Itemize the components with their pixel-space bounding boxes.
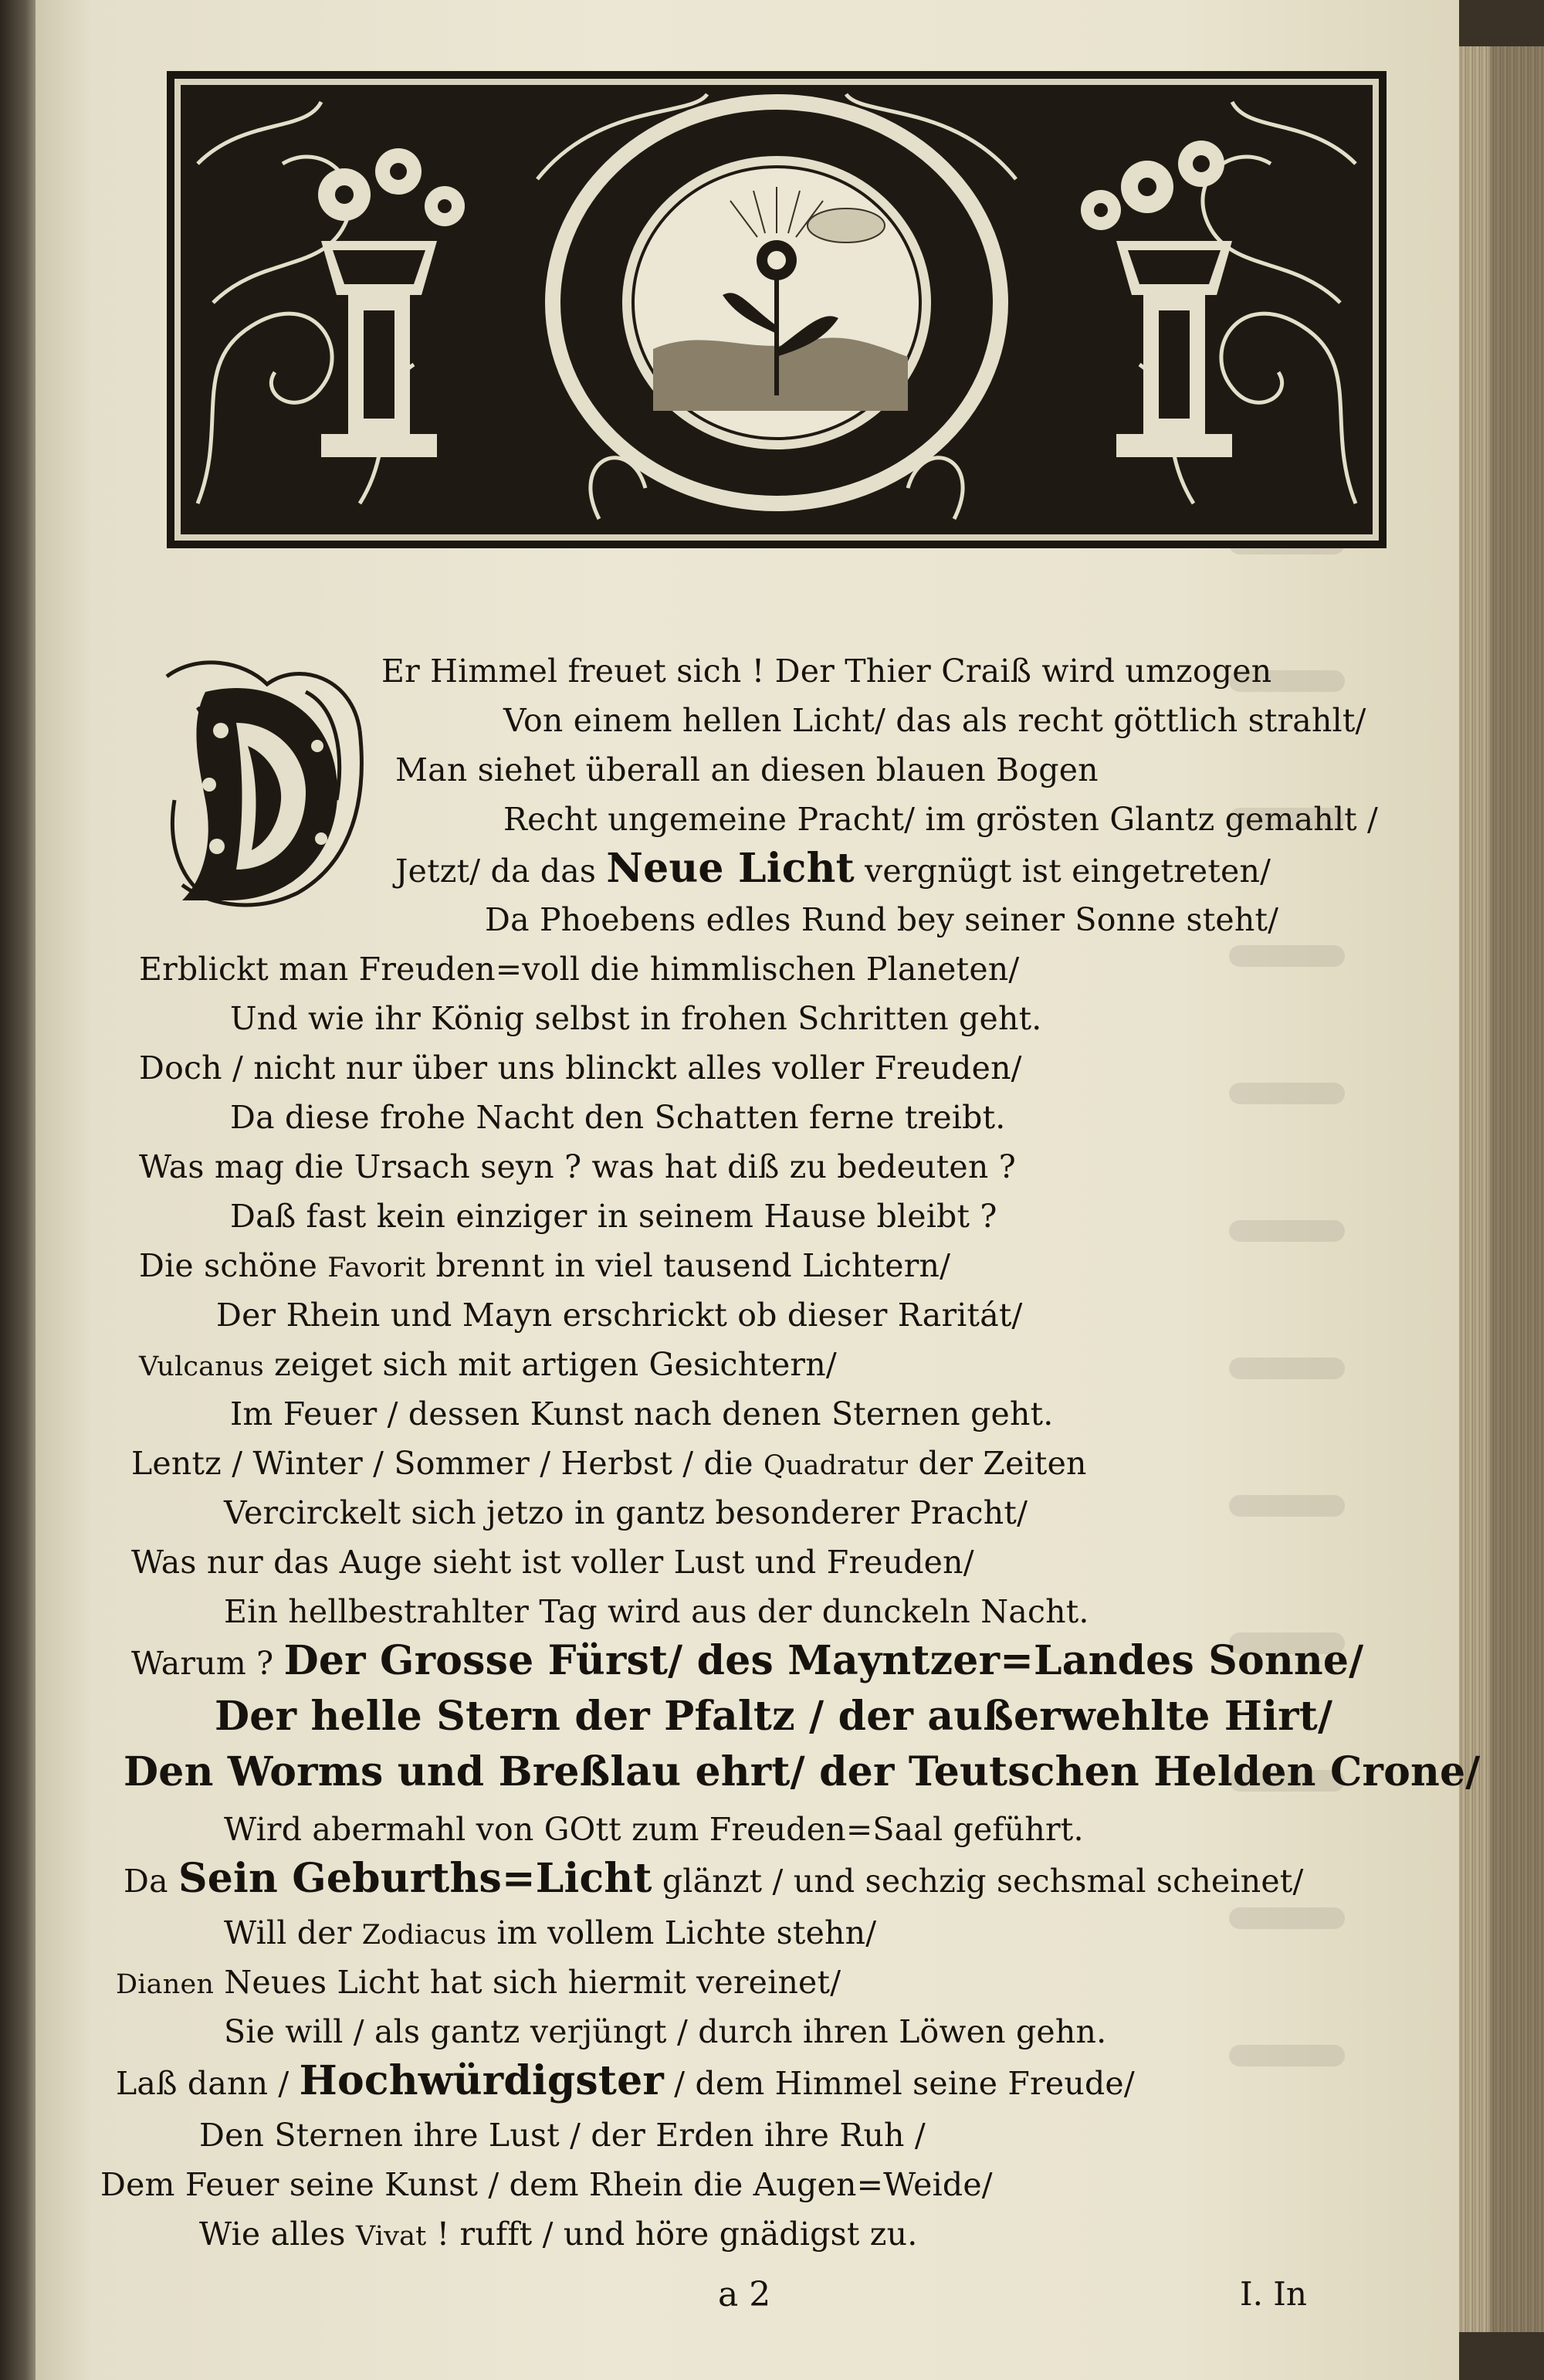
poem-line-segment: Favorit <box>327 1253 426 1283</box>
poem-line-segment: Doch / nicht nur über uns blinckt alles voller Freuden/ <box>139 1049 1022 1087</box>
poem-line <box>381 649 1271 693</box>
poem-line-segment: Den Sternen ihre Lust / der Erden ihre Ruh / <box>199 2117 926 2154</box>
poem-line-segment: ! rufft / und höre gnädigst zu. <box>426 2216 918 2253</box>
poem-line <box>230 1392 1054 1436</box>
poem-line-segment: vergnügt ist eingetreten/ <box>854 853 1271 890</box>
poem-line <box>116 1960 841 2007</box>
poem-line-segment: Vivat <box>355 2221 427 2252</box>
poem-line-segment: Der Grosse Fürst/ des Mayntzer=Landes Sonne/ <box>283 1637 1364 1684</box>
poem-line <box>116 2059 1135 2106</box>
poem-line <box>100 2162 993 2207</box>
poem-line-segment: Sie will / als gantz verjüngt / durch ihren Löwen gehn. <box>224 2013 1107 2050</box>
poem-line-segment: Was nur das Auge sieht ist voller Lust und Freuden/ <box>131 1544 974 1581</box>
poem-line <box>224 2009 1106 2054</box>
poem-line <box>139 1243 950 1290</box>
poem-line-segment: Was mag die Ursach seyn ? was hat diß zu bedeuten ? <box>139 1148 1016 1185</box>
poem-line <box>485 897 1278 942</box>
poem-line-segment: Wie alles <box>199 2216 356 2253</box>
poem-line-segment: glänzt / und sechzig sechsmal scheinet/ <box>652 1863 1304 1900</box>
poem-line-segment: Quadratur <box>764 1450 909 1481</box>
poem-line-segment: Er Himmel freuet sich ! Der Thier Craiß wird umzogen <box>381 653 1272 690</box>
poem-line-segment: Den Worms und Breßlau ehrt/ der Teutschen Helden Crone/ <box>124 1748 1481 1795</box>
poem-line <box>139 947 1019 992</box>
poem-line-segment: Laß dann / <box>116 2065 300 2102</box>
poem-line-segment: Man siehet überall an diesen blauen Bogen <box>395 751 1099 788</box>
poem-line-segment: Im Feuer / dessen Kunst nach denen Sternen geht. <box>230 1395 1054 1432</box>
poem-line-segment: Daß fast kein einziger in seinem Hause bleibt ? <box>230 1198 997 1235</box>
poem-line-segment: Will der <box>224 1914 362 1951</box>
signature-mark: a 2 <box>718 2275 771 2314</box>
poem-line-segment: Recht ungemeine Pracht/ im grösten Glantz gemahlt / <box>503 801 1379 838</box>
poem-line-segment: Ein hellbestrahlter Tag wird aus der dunckeln Nacht. <box>224 1593 1089 1630</box>
poem-line <box>124 1750 1481 1797</box>
poem-line-segment: Von einem hellen Licht/ das als recht göttlich strahlt/ <box>503 702 1366 739</box>
poem-line <box>124 1856 1303 1904</box>
poem-line-segment: im vollem Lichte stehn/ <box>486 1914 877 1951</box>
poem-line <box>224 1589 1089 1634</box>
poem-line-segment: zeiget sich mit artigen Gesichtern/ <box>263 1346 837 1383</box>
poem-line <box>131 1540 974 1585</box>
poem-line-segment: Vercirckelt sich jetzo in gantz besonderer Pracht/ <box>224 1494 1028 1531</box>
poem-line <box>230 1095 1006 1140</box>
poem-line <box>224 1910 876 1958</box>
poem-line-segment: / dem Himmel seine Freude/ <box>663 2065 1135 2102</box>
poem-line-segment: Erblickt man Freuden=voll die himmlischen Planeten/ <box>139 951 1020 988</box>
poem-line <box>395 748 1099 792</box>
poem-line <box>131 1639 1363 1686</box>
poem-line-segment: Lentz / Winter / Sommer / Herbst / die <box>131 1445 764 1482</box>
poem-line <box>216 1293 1023 1337</box>
poem-line-segment: Vulcanus <box>139 1351 264 1382</box>
poem-line <box>199 2113 926 2158</box>
poem-line <box>199 2212 917 2259</box>
poem-line <box>139 1046 1022 1090</box>
poem-line-segment: Da diese frohe Nacht den Schatten ferne treibt. <box>230 1099 1006 1136</box>
poem-line <box>230 996 1041 1041</box>
poem-line-segment: Wird abermahl von GOtt zum Freuden=Saal geführt. <box>224 1811 1084 1848</box>
poem-line-segment: Hochwürdigster <box>299 2057 664 2104</box>
catchword: I. In <box>1240 2275 1307 2313</box>
poem-line <box>395 846 1271 893</box>
poem-line <box>224 1807 1084 1852</box>
poem-line-segment: Neue Licht <box>606 845 855 892</box>
poem-line <box>131 1441 1087 1488</box>
poem-line-segment: Der helle Stern der Pfaltz / der außerwehlte Hirt/ <box>215 1693 1333 1740</box>
poem-line-segment: Der Rhein und Mayn erschrickt ob dieser Raritát/ <box>216 1297 1023 1334</box>
poem-line <box>139 1144 1016 1189</box>
poem-line-segment: brennt in viel tausend Lichtern/ <box>425 1247 951 1284</box>
poem-line <box>503 797 1378 842</box>
poem-line-segment: Da Phoebens edles Rund bey seiner Sonne steht/ <box>485 901 1279 938</box>
poem-line-segment: Jetzt/ da das <box>395 853 607 890</box>
poem-line-segment: Warum ? <box>131 1645 284 1682</box>
poem-line <box>224 1490 1028 1535</box>
poem-line-segment: Dianen <box>116 1969 215 2000</box>
poem-line <box>139 1342 837 1389</box>
poem-line-segment: Da <box>124 1863 178 1900</box>
poem-line-segment: der Zeiten <box>908 1445 1087 1482</box>
poem-line-segment: Zodiacus <box>361 1920 487 1951</box>
poem-line-segment: Und wie ihr König selbst in frohen Schritten geht. <box>230 1000 1042 1037</box>
poem-line <box>503 698 1366 743</box>
poem-line-segment: Neues Licht hat sich hiermit vereinet/ <box>214 1964 841 2001</box>
poem-line <box>215 1694 1332 1741</box>
poem-line-segment: Dem Feuer seine Kunst / dem Rhein die Augen=Weide/ <box>100 2166 993 2203</box>
poem-line <box>230 1194 997 1239</box>
poem-line-segment: Sein Geburths=Licht <box>178 1855 652 1902</box>
poem-line-segment: Die schöne <box>139 1247 328 1284</box>
